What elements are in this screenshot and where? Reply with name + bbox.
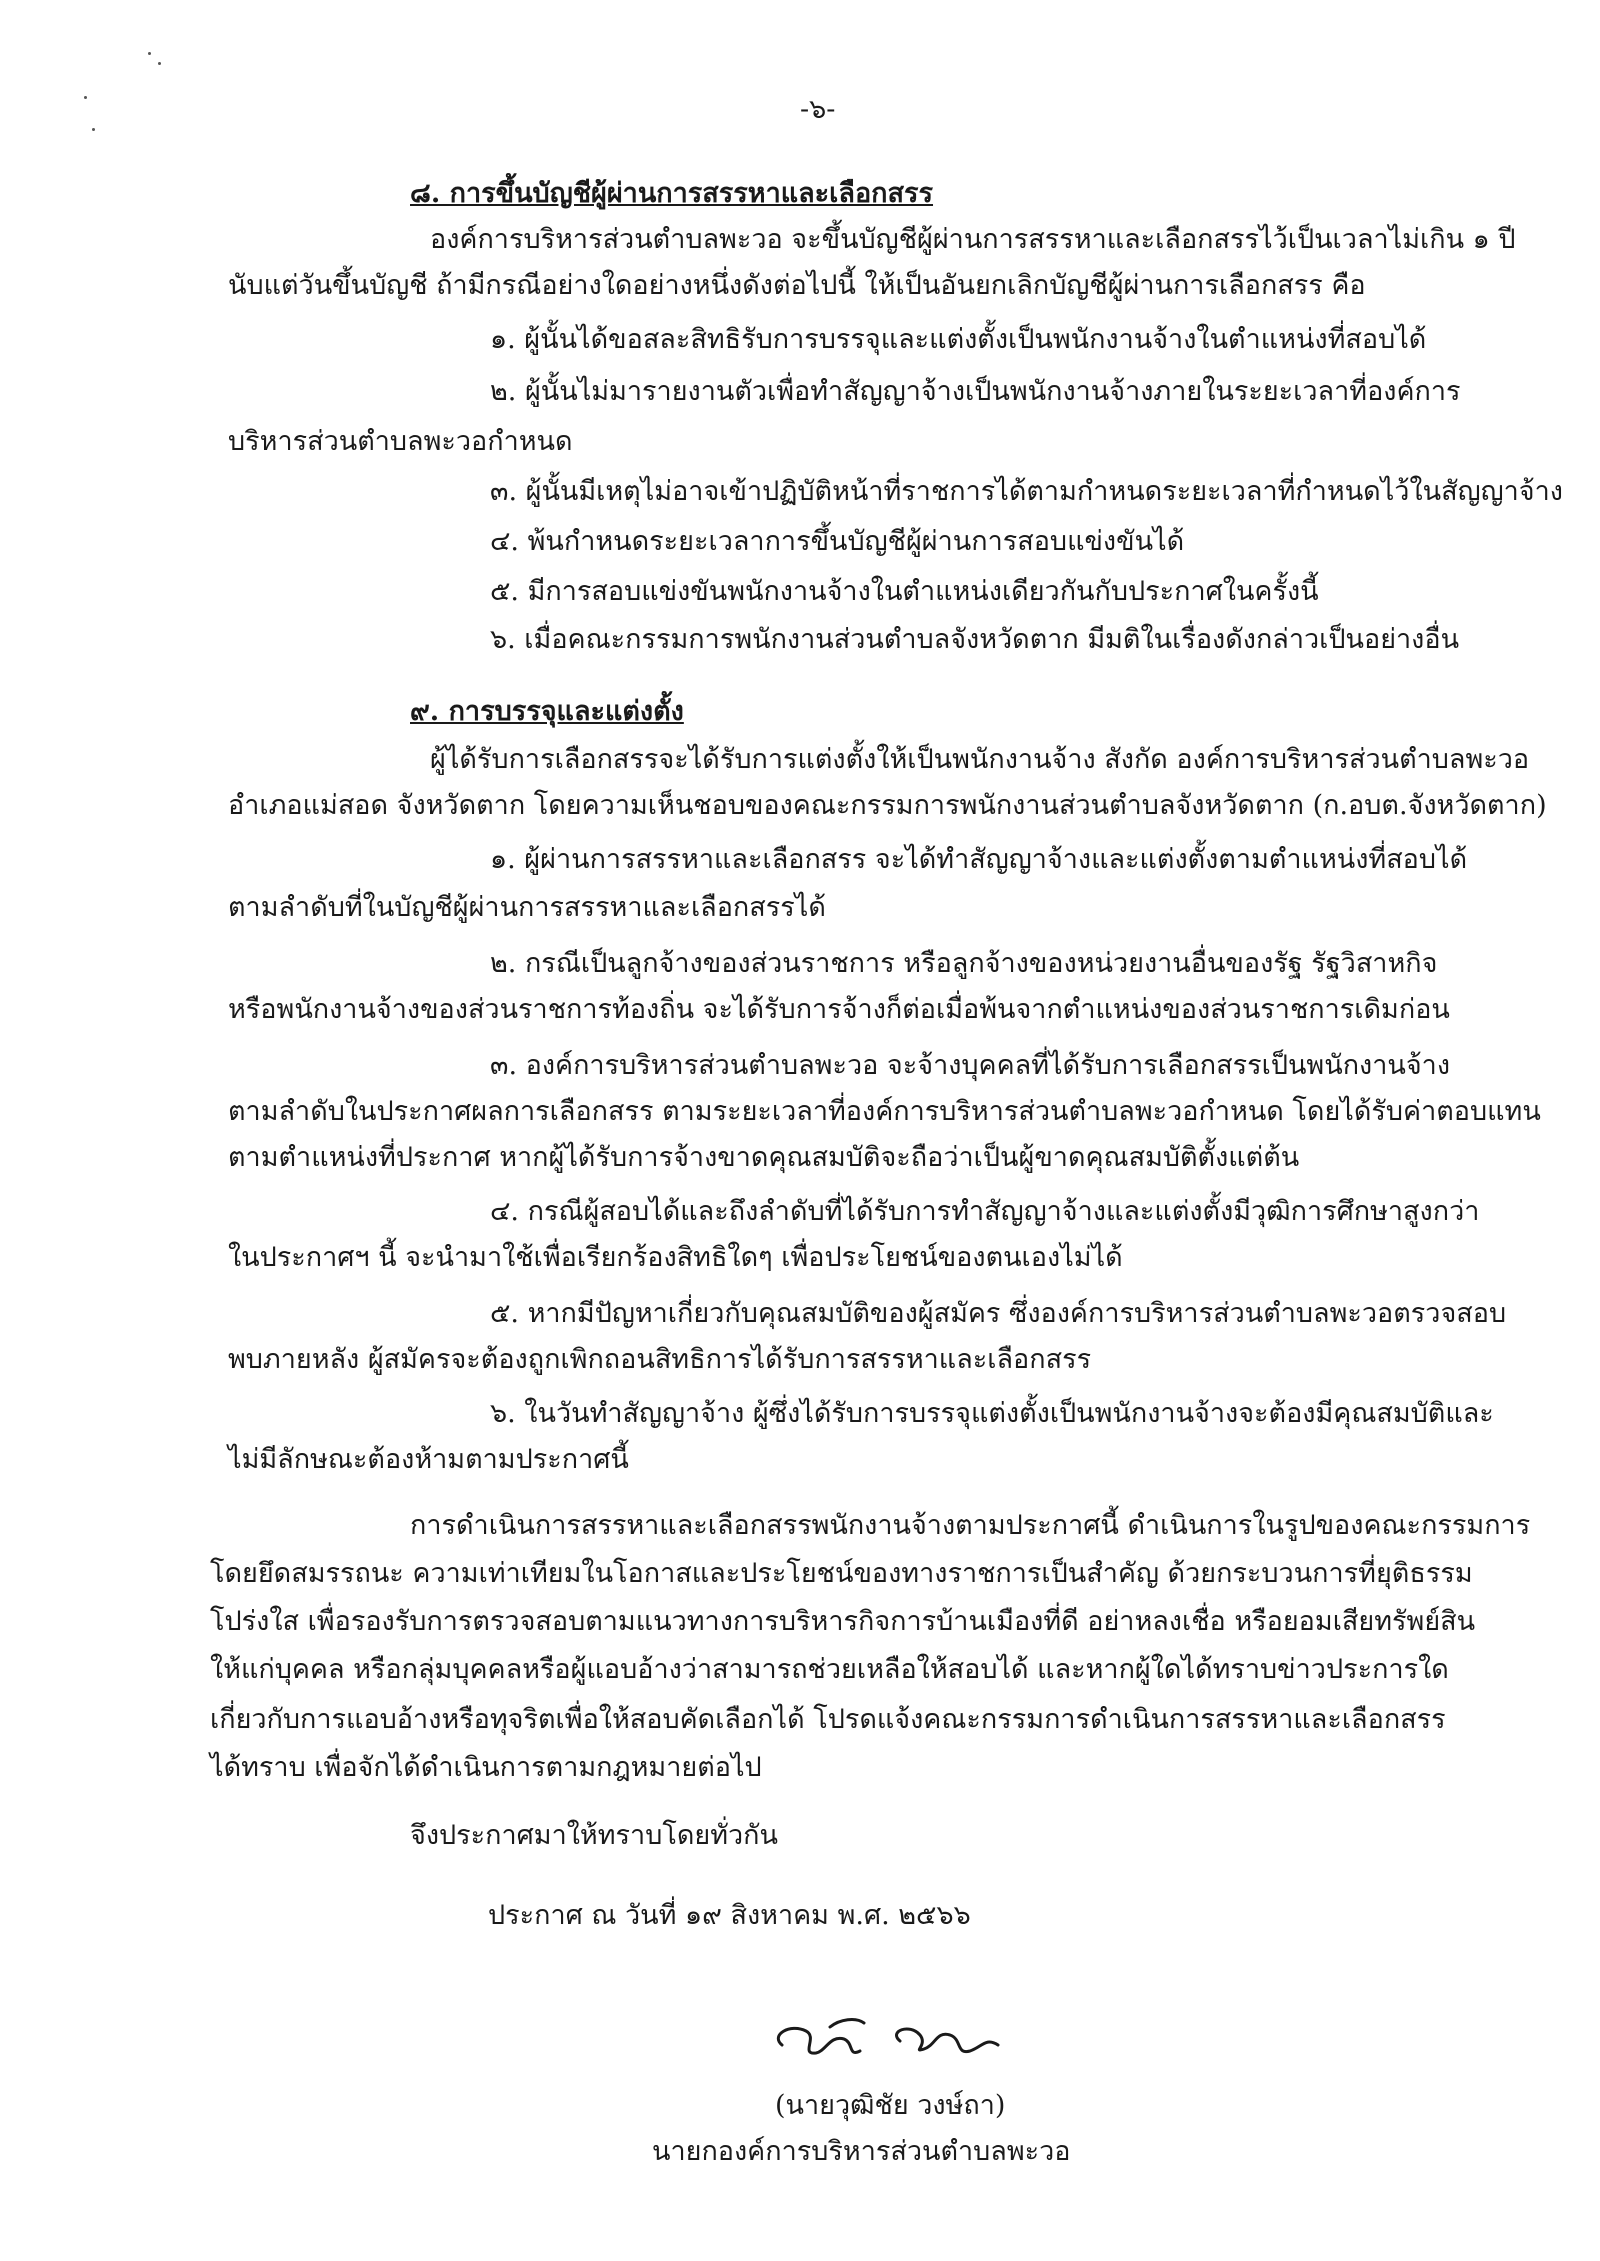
closing-line3: โปร่งใส เพื่อรองรับการตรวจสอบตามแนวทางการบริหารกิจการบ้านเมืองที่ดี อย่าหลงเชื่อ หรือยอมเสียทรัพย์สิน bbox=[210, 1606, 1476, 1637]
closing-line4: ให้แก่บุคคล หรือกลุ่มบุคคลหรือผู้แอบอ้างว่าสามารถช่วยเหลือให้สอบได้ และหากผู้ใดได้ทราบข่าวประการใด bbox=[210, 1654, 1449, 1685]
section8-item4: ๔. พ้นกำหนดระยะเวลาการขึ้นบัญชีผู้ผ่านการสอบแข่งขันได้ bbox=[490, 526, 1185, 557]
scan-mark bbox=[92, 128, 95, 131]
section9-item3-line3: ตามตำแหน่งที่ประกาศ หากผู้ได้รับการจ้างขาดคุณสมบัติจะถือว่าเป็นผู้ขาดคุณสมบัติตั้งแต่ต้น bbox=[228, 1142, 1300, 1173]
section8-item6: ๖. เมื่อคณะกรรมการพนักงานส่วนตำบลจังหวัดตาก มีมติในเรื่องดังกล่าวเป็นอย่างอื่น bbox=[490, 624, 1460, 655]
section9-item1-line1: ๑. ผู้ผ่านการสรรหาและเลือกสรร จะได้ทำสัญญาจ้างและแต่งตั้งตามตำแหน่งที่สอบได้ bbox=[490, 844, 1468, 875]
section9-heading: ๙. การบรรจุและแต่งตั้ง bbox=[410, 696, 684, 727]
closing-line2: โดยยึดสมรรถนะ ความเท่าเทียมในโอกาสและประโยชน์ของทางราชการเป็นสำคัญ ด้วยกระบวนการที่ยุติธรรม bbox=[210, 1558, 1473, 1589]
section9-intro-line1: ผู้ได้รับการเลือกสรรจะได้รับการแต่งตั้งให้เป็นพนักงานจ้าง สังกัด องค์การบริหารส่วนตำบลพะวอ bbox=[430, 744, 1530, 775]
section9-item6-line2: ไม่มีลักษณะต้องห้ามตามประกาศนี้ bbox=[228, 1444, 629, 1475]
section9-item3-line2: ตามลำดับในประกาศผลการเลือกสรร ตามระยะเวลาที่องค์การบริหารส่วนตำบลพะวอกำหนด โดยได้รับค่าตอบแทน bbox=[228, 1096, 1541, 1127]
section9-item4-line2: ในประกาศฯ นี้ จะนำมาใช้เพื่อเรียกร้องสิทธิใดๆ เพื่อประโยชน์ของตนเองไม่ได้ bbox=[228, 1242, 1123, 1273]
section9-item2-line2: หรือพนักงานจ้างของส่วนราชการท้องถิ่น จะได้รับการจ้างก็ต่อเมื่อพ้นจากตำแหน่งของส่วนราชการเดิมก่อน bbox=[228, 994, 1450, 1025]
section9-intro-line2: อำเภอแม่สอด จังหวัดตาก โดยความเห็นชอบของคณะกรรมการพนักงานส่วนตำบลจังหวัดตาก (ก.อบต.จังหวัดตาก) bbox=[228, 790, 1547, 821]
closing-line1: การดำเนินการสรรหาและเลือกสรรพนักงานจ้างตามประกาศนี้ ดำเนินการในรูปของคณะกรรมการ bbox=[410, 1510, 1531, 1541]
section9-item1-line2: ตามลำดับที่ในบัญชีผู้ผ่านการสรรหาและเลือกสรรได้ bbox=[228, 892, 826, 923]
signer-name: (นายวุฒิชัย วงษ์ถา) bbox=[775, 2090, 1006, 2121]
signature-image bbox=[760, 2005, 1020, 2075]
announce-line: จึงประกาศมาให้ทราบโดยทั่วกัน bbox=[410, 1820, 778, 1851]
section8-item3: ๓. ผู้นั้นมีเหตุไม่อาจเข้าปฏิบัติหน้าที่ราชการได้ตามกำหนดระยะเวลาที่กำหนดไว้ในสัญญาจ้าง bbox=[490, 476, 1563, 507]
closing-line6: ได้ทราบ เพื่อจักได้ดำเนินการตามกฎหมายต่อไป bbox=[210, 1752, 762, 1783]
section9-item4-line1: ๔. กรณีผู้สอบได้และถึงลำดับที่ได้รับการทำสัญญาจ้างและแต่งตั้งมีวุฒิการศึกษาสูงกว่า bbox=[490, 1196, 1480, 1227]
scan-mark bbox=[84, 96, 87, 99]
section9-item5-line2: พบภายหลัง ผู้สมัครจะต้องถูกเพิกถอนสิทธิการได้รับการสรรหาและเลือกสรร bbox=[228, 1344, 1092, 1375]
section8-item5: ๕. มีการสอบแข่งขันพนักงานจ้างในตำแหน่งเดียวกันกับประกาศในครั้งนี้ bbox=[490, 576, 1319, 607]
section8-item1: ๑. ผู้นั้นได้ขอสละสิทธิรับการบรรจุและแต่งตั้งเป็นพนักงานจ้างในตำแหน่งที่สอบได้ bbox=[490, 324, 1427, 355]
section9-item3-line1: ๓. องค์การบริหารส่วนตำบลพะวอ จะจ้างบุคคลที่ได้รับการเลือกสรรเป็นพนักงานจ้าง bbox=[490, 1050, 1451, 1081]
section9-item2-line1: ๒. กรณีเป็นลูกจ้างของส่วนราชการ หรือลูกจ้างของหน่วยงานอื่นของรัฐ รัฐวิสาหกิจ bbox=[490, 948, 1438, 979]
signer-title: นายกองค์การบริหารส่วนตำบลพะวอ bbox=[652, 2136, 1071, 2167]
page-number: -๖- bbox=[800, 94, 836, 125]
scan-mark bbox=[148, 52, 151, 55]
section9-item6-line1: ๖. ในวันทำสัญญาจ้าง ผู้ซึ่งได้รับการบรรจุแต่งตั้งเป็นพนักงานจ้างจะต้องมีคุณสมบัติและ bbox=[490, 1398, 1494, 1429]
section8-intro-line1: องค์การบริหารส่วนตำบลพะวอ จะขึ้นบัญชีผู้ผ่านการสรรหาและเลือกสรรไว้เป็นเวลาไม่เกิน ๑ ปี bbox=[430, 224, 1516, 255]
section8-intro-line2: นับแต่วันขึ้นบัญชี ถ้ามีกรณีอย่างใดอย่างหนึ่งดังต่อไปนี้ ให้เป็นอันยกเลิกบัญชีผู้ผ่านการเลือกสรร คือ bbox=[228, 270, 1366, 301]
closing-line5: เกี่ยวกับการแอบอ้างหรือทุจริตเพื่อให้สอบคัดเลือกได้ โปรดแจ้งคณะกรรมการดำเนินการสรรหาและเลือกสรร bbox=[210, 1704, 1446, 1735]
section8-heading: ๘. การขึ้นบัญชีผู้ผ่านการสรรหาและเลือกสรร bbox=[410, 178, 934, 209]
section9-item5-line1: ๕. หากมีปัญหาเกี่ยวกับคุณสมบัติของผู้สมัคร ซึ่งองค์การบริหารส่วนตำบลพะวอตรวจสอบ bbox=[490, 1298, 1507, 1329]
scan-mark bbox=[158, 62, 161, 65]
section8-item2-line2: บริหารส่วนตำบลพะวอกำหนด bbox=[228, 426, 573, 457]
date-line: ประกาศ ณ วันที่ ๑๙ สิงหาคม พ.ศ. ๒๕๖๖ bbox=[488, 1900, 971, 1931]
section8-item2-line1: ๒. ผู้นั้นไม่มารายงานตัวเพื่อทำสัญญาจ้างเป็นพนักงานจ้างภายในระยะเวลาที่องค์การ bbox=[490, 376, 1461, 407]
